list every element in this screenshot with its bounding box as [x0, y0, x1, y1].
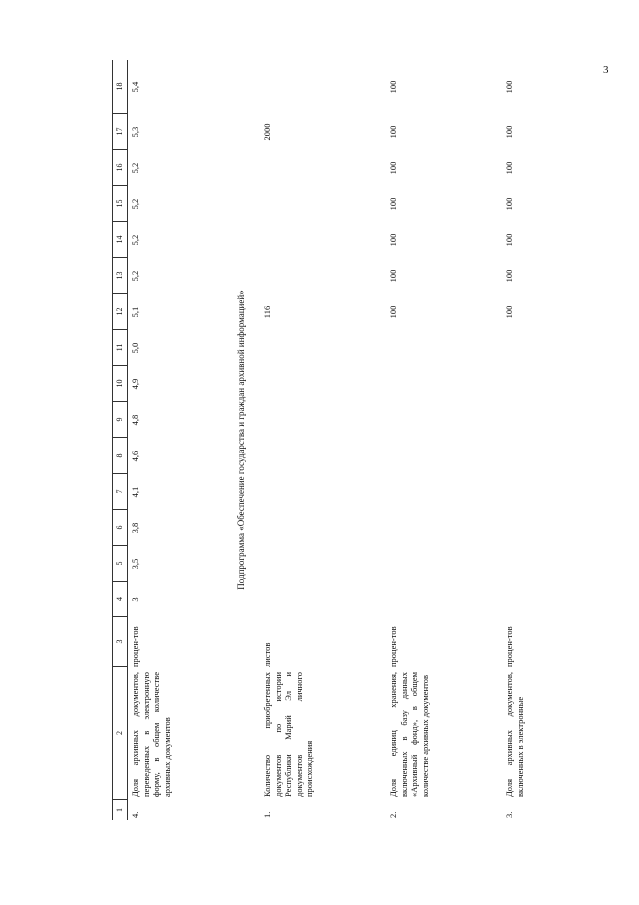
row1-unit: листов — [262, 642, 272, 667]
row4-value-col6: 3,8 — [130, 522, 140, 534]
row1-value-col17: 2000 — [262, 123, 272, 141]
header-col-13: 13 — [113, 258, 127, 294]
row1-value-col12: 116 — [262, 305, 272, 319]
row3-description: Доля архивных документов, включенных в электронные — [504, 672, 525, 797]
row2-value-col12: 100 — [388, 305, 398, 319]
row4-value-col18: 5,4 — [130, 81, 140, 93]
row4-value-col8: 4,6 — [130, 450, 140, 462]
row4-value-col17: 5,3 — [130, 126, 140, 138]
header-col-15: 15 — [113, 186, 127, 222]
row4-value-col10: 4,9 — [130, 378, 140, 390]
row3-value-col15: 100 — [504, 197, 514, 211]
row3-value-col12: 100 — [504, 305, 514, 319]
row4-value-col4: 3 — [130, 597, 140, 602]
row4-unit: процен-тов — [130, 626, 140, 667]
header-col-17: 17 — [113, 114, 127, 150]
row4-value-col5: 3,5 — [130, 558, 140, 570]
row4-value-col16: 5,2 — [130, 162, 140, 174]
header-col-3: 3 — [113, 617, 127, 667]
row4-value-col13: 5,2 — [130, 270, 140, 282]
row2-value-col16: 100 — [388, 161, 398, 175]
row2-number: 2. — [388, 811, 398, 818]
page-number: 3 — [603, 64, 609, 76]
row3-value-col16: 100 — [504, 161, 514, 175]
row4-value-col15: 5,2 — [130, 198, 140, 210]
header-col-14: 14 — [113, 222, 127, 258]
header-col-9: 9 — [113, 402, 127, 438]
row3-unit: процен-тов — [504, 626, 514, 667]
header-col-18: 18 — [113, 60, 127, 114]
row4-value-col12: 5,1 — [130, 306, 140, 318]
row4-value-col9: 4,8 — [130, 414, 140, 426]
row4-description: Доля архивных документов, переведенных в электронную форму, в общем количестве архивных документов — [130, 672, 172, 797]
header-col-4: 4 — [113, 582, 127, 617]
header-col-6: 6 — [113, 510, 127, 546]
header-col-2: 2 — [113, 667, 127, 800]
subprogram-title: Подпрограмма «Обеспечение государства и граждан архивной информацией» — [236, 290, 246, 590]
row3-number: 3. — [504, 811, 514, 818]
row2-value-col13: 100 — [388, 269, 398, 283]
row2-value-col17: 100 — [388, 125, 398, 139]
row4-value-col11: 5,0 — [130, 342, 140, 354]
row4-value-col14: 5,2 — [130, 234, 140, 246]
row3-value-col14: 100 — [504, 233, 514, 247]
table-header-row — [112, 60, 128, 820]
row2-description: Доля единиц хранения, включенных в базу данных «Архивный фонд», в общем количестве архивных документов — [388, 672, 430, 797]
row2-value-col15: 100 — [388, 197, 398, 211]
row4-value-col7: 4,1 — [130, 486, 140, 498]
row1-description: Количество приобретенных документов по истории Республики Марий Эл и документов личного происхождения — [262, 672, 314, 797]
header-col-12: 12 — [113, 294, 127, 330]
header-col-16: 16 — [113, 150, 127, 186]
row3-value-col13: 100 — [504, 269, 514, 283]
header-col-10: 10 — [113, 366, 127, 402]
row2-unit: процен-тов — [388, 626, 398, 667]
row3-value-col18: 100 — [504, 80, 514, 94]
row4-number: 4. — [130, 811, 140, 818]
header-col-11: 11 — [113, 330, 127, 366]
row1-number: 1. — [262, 811, 272, 818]
row3-value-col17: 100 — [504, 125, 514, 139]
rotated-table — [112, 60, 632, 820]
header-col-8: 8 — [113, 438, 127, 474]
header-col-7: 7 — [113, 474, 127, 510]
header-col-5: 5 — [113, 546, 127, 582]
header-col-1: 1 — [115, 808, 124, 812]
row2-value-col14: 100 — [388, 233, 398, 247]
row2-value-col18: 100 — [388, 80, 398, 94]
